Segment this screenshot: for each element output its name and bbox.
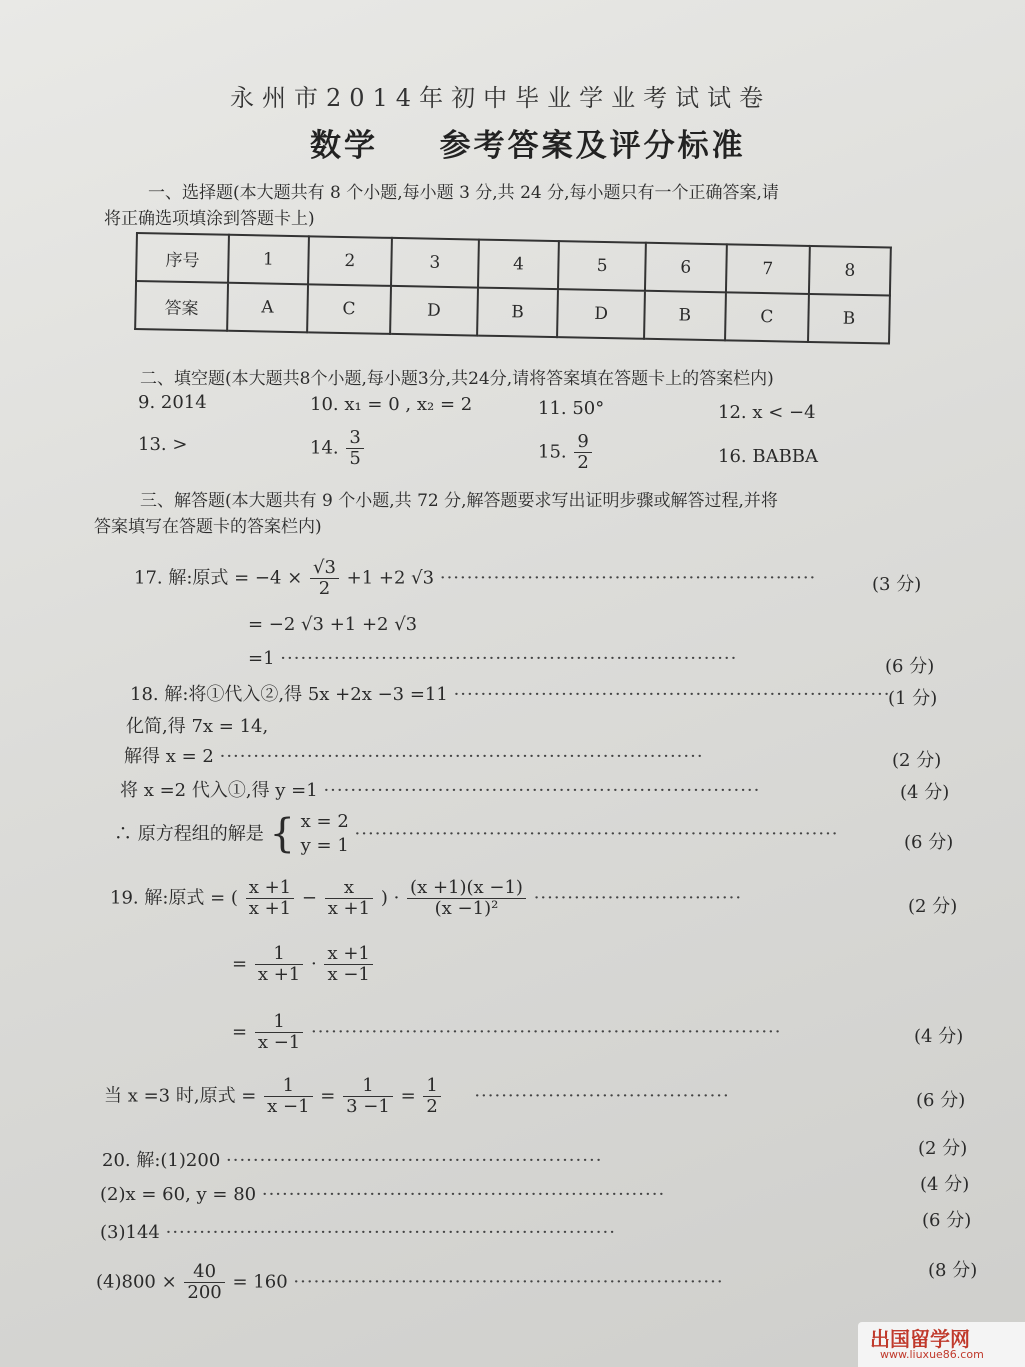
q20-score4: (8 分): [928, 1260, 978, 1281]
q20-text: 20. 解:(1)200: [102, 1150, 221, 1171]
fraction: [574, 432, 591, 473]
fraction: [246, 878, 294, 919]
operator: =: [232, 1021, 248, 1043]
q20-line1: [102, 1146, 602, 1172]
fraction: [325, 878, 373, 919]
denominator: x +1: [248, 897, 292, 919]
q20-text: (2)x = 60, y = 80: [100, 1184, 257, 1205]
denominator: 2: [577, 451, 589, 473]
q17-step3: [248, 648, 737, 669]
answer-table: [134, 232, 892, 344]
exam-title: 永州市2014年初中毕业学业考试试卷: [230, 84, 772, 112]
subject-label: 数学: [310, 128, 378, 164]
table-cell: A: [227, 283, 308, 333]
q20-line4: [96, 1262, 724, 1303]
numerator: x +1: [246, 878, 294, 899]
section3-heading-cont: 答案填写在答题卡的答案栏内): [94, 517, 322, 537]
denominator: (x −1)²: [434, 897, 499, 919]
leader-dots: ·······························: [533, 887, 743, 909]
q17-rest: +1 +2 √3: [346, 567, 435, 589]
numerator: (x +1)(x −1): [407, 878, 526, 899]
fraction: [184, 1262, 224, 1303]
q20-line2: [100, 1184, 665, 1205]
denominator: x −1: [267, 1095, 310, 1117]
table-cell: 8: [809, 246, 891, 296]
numerator: 9: [574, 432, 591, 453]
q20-text: (3)144: [100, 1222, 160, 1243]
denominator: x −1: [257, 1031, 301, 1053]
q19-label: 19. 解:原式 = (: [110, 887, 238, 909]
q19-line1: [110, 878, 742, 919]
q18-line4: [120, 776, 760, 802]
leader-dots: ························································: [439, 567, 817, 589]
denominator: 2: [318, 577, 331, 599]
q19-score1: (2 分): [908, 896, 958, 917]
table-cell: 5: [558, 241, 645, 291]
table-cell: C: [307, 284, 391, 334]
row-label-number: 序号: [136, 233, 229, 283]
q17-step3-text: =1: [248, 648, 275, 669]
operator: =: [232, 953, 248, 975]
watermark-logo-text: 出国留学网: [870, 1327, 970, 1351]
q19-score3: (6 分): [916, 1090, 966, 1111]
q20-score2: (4 分): [920, 1174, 970, 1195]
row-label-answer: 答案: [135, 281, 228, 331]
table-cell: D: [390, 286, 477, 336]
table-cell: 6: [645, 243, 727, 293]
brace-icon: {: [269, 811, 295, 858]
operator: −: [301, 887, 317, 909]
q18-score1: (1 分): [888, 688, 938, 709]
q18-line2: 化简,得 7x = 14,: [126, 716, 269, 737]
table-cell: 1: [228, 235, 309, 285]
numerator: 1: [343, 1076, 393, 1097]
fraction: [255, 944, 303, 985]
section1-heading-cont: 将正确选项填涂到答题卡上): [104, 209, 315, 229]
table-cell: 3: [391, 238, 478, 288]
table-cell: B: [644, 291, 726, 341]
leader-dots: ···································································: [165, 1222, 616, 1243]
denominator: x +1: [327, 897, 371, 919]
q17-label: 17. 解:原式 = −4 ×: [134, 567, 303, 589]
q19-line2: [232, 944, 375, 985]
fraction: [346, 428, 363, 469]
denominator: 2: [426, 1095, 438, 1117]
q17-score2: (6 分): [885, 656, 935, 677]
operator: ·: [310, 953, 317, 975]
q20-text: = 160: [232, 1271, 288, 1293]
leader-dots: ········································································: [354, 823, 839, 845]
answer-11: 11. 50°: [538, 398, 605, 419]
section2-heading: 二、填空题(本大题共8个小题,每小题3分,共24分,请将答案填在答题卡上的答案栏内): [140, 369, 774, 389]
leader-dots: ·································································: [453, 684, 891, 705]
fraction: [423, 1076, 440, 1117]
answer-15: [538, 432, 594, 473]
fraction: [324, 944, 372, 985]
numerator: x: [325, 878, 373, 899]
q19-line4: [104, 1076, 730, 1117]
denominator: 3 −1: [346, 1095, 390, 1117]
page-title: [310, 120, 746, 165]
answer-10: 10. x₁ = 0 , x₂ = 2: [310, 394, 473, 415]
q18-line5: [114, 810, 839, 859]
answer-9: 9. 2014: [138, 392, 207, 413]
section3-heading: 三、解答题(本大题共有 9 个小题,共 72 分,解答题要求写出证明步骤或解答过程,并将: [140, 491, 778, 511]
denominator: x +1: [257, 963, 301, 985]
q18-score3: (2 分): [892, 750, 942, 771]
equation: x = 2: [300, 811, 349, 832]
equation: y = 1: [300, 835, 349, 857]
numerator: 1: [255, 944, 303, 965]
numerator: 1: [264, 1076, 312, 1097]
answer-16: 16. BABBA: [718, 446, 819, 467]
answer-12: 12. x < −4: [718, 402, 816, 423]
operator: =: [400, 1085, 416, 1107]
watermark-url: www.liuxue86.com: [880, 1348, 984, 1361]
fraction: [255, 1012, 303, 1053]
q19-score2: (4 分): [914, 1026, 964, 1047]
table-cell: 2: [308, 236, 392, 286]
numerator: 1: [423, 1076, 440, 1097]
leader-dots: ·································································: [323, 780, 761, 801]
leader-dots: ························································: [226, 1150, 603, 1171]
answer-14: [310, 428, 366, 469]
leader-dots: ····································································: [280, 648, 738, 669]
numerator: √3: [310, 558, 339, 579]
q19-line3: [232, 1012, 782, 1053]
denominator: 200: [187, 1281, 222, 1303]
q17-score1: (3 分): [872, 574, 922, 595]
numerator: x +1: [324, 944, 372, 965]
denominator: x −1: [327, 963, 370, 985]
table-cell: D: [557, 289, 644, 339]
q18-line1: [130, 680, 891, 706]
table-cell: 4: [478, 240, 560, 290]
leader-dots: ······································: [474, 1085, 730, 1107]
fraction: [310, 558, 339, 599]
table-cell: B: [477, 288, 559, 338]
answer-15-label: 15.: [538, 441, 567, 463]
table-cell: 7: [726, 244, 810, 294]
section1-heading: 一、选择题(本大题共有 8 个小题,每小题 3 分,共 24 分,每小题只有一个正确答案,请: [148, 183, 779, 203]
q18-score5: (6 分): [904, 832, 954, 853]
q18-text: 18. 解:将①代入②,得 5x +2x −3 =11: [130, 684, 448, 705]
denominator: 5: [349, 447, 361, 469]
operator: =: [320, 1085, 336, 1107]
numerator: 1: [255, 1012, 303, 1033]
q18-score4: (4 分): [900, 782, 950, 803]
numerator: 3: [346, 428, 363, 449]
fraction: [343, 1076, 393, 1117]
q17-step2: = −2 √3 +1 +2 √3: [248, 614, 418, 635]
leader-dots: ····························································: [261, 1184, 666, 1205]
q19-when: 当 x =3 时,原式 =: [104, 1085, 257, 1107]
q18-text: 将 x =2 代入①,得 y =1: [120, 780, 318, 801]
answer-14-label: 14.: [310, 437, 339, 459]
subtitle: 参考答案及评分标准: [439, 128, 746, 164]
leader-dots: ································································: [293, 1271, 724, 1293]
q20-score1: (2 分): [918, 1138, 968, 1159]
q20-line3: [100, 1222, 616, 1243]
leader-dots: ········································································: [219, 746, 704, 767]
q17-line1: [134, 558, 816, 599]
numerator: 40: [184, 1262, 224, 1283]
table-cell: C: [725, 292, 809, 342]
q18-text: 解得 x = 2: [124, 746, 214, 767]
leader-dots: ······································································: [310, 1021, 782, 1043]
answer-13: 13. >: [138, 434, 188, 455]
table-cell: B: [808, 294, 890, 344]
q20-text: (4)800 ×: [96, 1271, 177, 1293]
fraction: [264, 1076, 312, 1117]
q18-line3: [124, 742, 704, 768]
operator: ) ·: [380, 887, 400, 909]
q18-text: ∴ 原方程组的解是: [114, 823, 264, 845]
q20-score3: (6 分): [922, 1210, 972, 1231]
equation-system: [301, 810, 349, 859]
fraction: [407, 878, 526, 919]
